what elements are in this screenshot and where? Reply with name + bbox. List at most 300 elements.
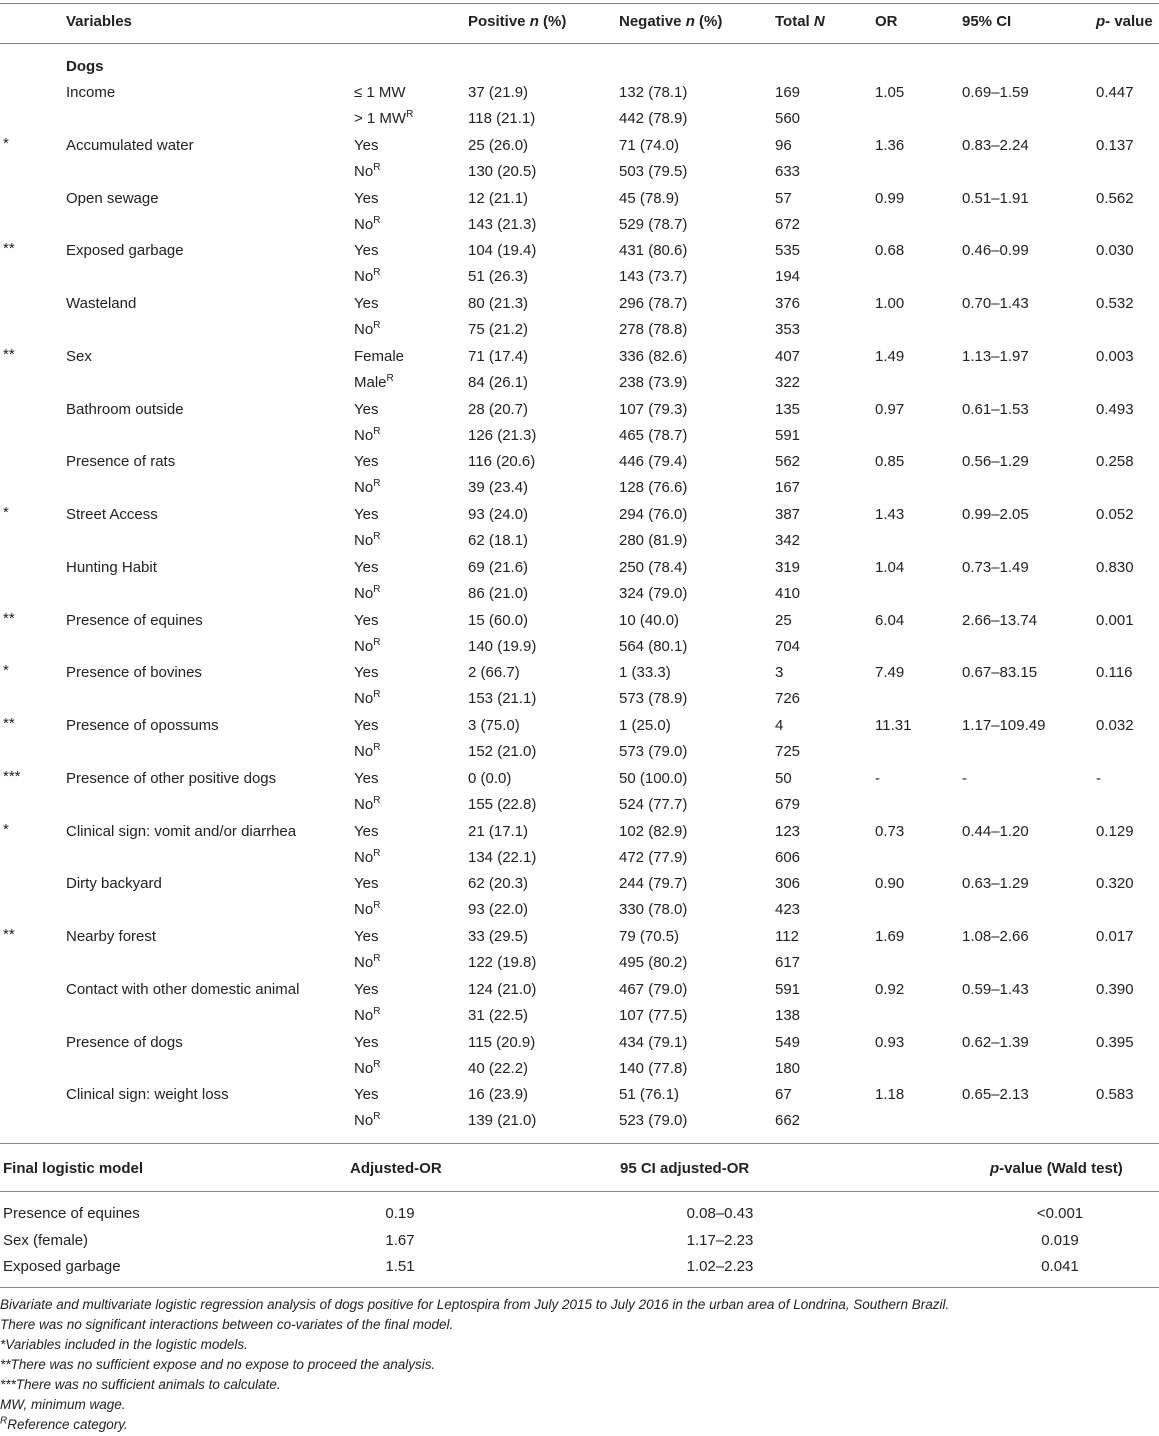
level-label: Yes bbox=[354, 136, 379, 154]
total-cell: 535 bbox=[775, 242, 801, 260]
positive-cell: 0 (0.0) bbox=[468, 769, 512, 787]
level-label: Yes bbox=[354, 558, 379, 576]
positive-cell: 122 (19.8) bbox=[468, 954, 537, 971]
positive-cell: 28 (20.7) bbox=[468, 400, 529, 418]
negative-cell: 280 (81.9) bbox=[619, 532, 688, 549]
negative-cell: 573 (79.0) bbox=[619, 743, 688, 760]
final-model-p: 0.019 bbox=[1041, 1231, 1079, 1249]
variable-name: Exposed garbage bbox=[66, 242, 184, 260]
total-cell: 96 bbox=[775, 136, 792, 154]
or-cell: 0.92 bbox=[875, 980, 905, 998]
negative-cell: 107 (77.5) bbox=[619, 1006, 688, 1024]
ci-cell: 1.13–1.97 bbox=[962, 347, 1029, 365]
p-value-cell: 0.052 bbox=[1096, 506, 1134, 523]
negative-cell: 1 (25.0) bbox=[619, 717, 671, 734]
total-cell: 306 bbox=[775, 875, 801, 893]
footnote-interactions: There was no significant interactions between co-variates of the final model. bbox=[0, 1317, 454, 1332]
negative-cell: 143 (73.7) bbox=[619, 268, 688, 286]
positive-cell: 140 (19.9) bbox=[468, 637, 537, 655]
reference-marker: R bbox=[373, 847, 381, 859]
ci-cell: 0.69–1.59 bbox=[962, 84, 1029, 101]
p-value-cell: 0.320 bbox=[1096, 875, 1134, 893]
footnote-mw: MW, minimum wage. bbox=[0, 1397, 126, 1412]
total-cell: 123 bbox=[775, 822, 801, 840]
or-cell: 11.31 bbox=[875, 717, 912, 734]
total-cell: 376 bbox=[775, 295, 801, 312]
level-label: Yes bbox=[354, 189, 379, 207]
positive-cell: 3 (75.0) bbox=[468, 717, 520, 734]
level-label: Yes bbox=[354, 664, 379, 682]
positive-cell: 69 (21.6) bbox=[468, 558, 529, 576]
reference-marker: R bbox=[373, 1058, 381, 1070]
total-cell: 591 bbox=[775, 980, 801, 998]
positive-cell: 39 (23.4) bbox=[468, 479, 529, 497]
ci-cell: 0.59–1.43 bbox=[962, 980, 1029, 998]
ci-cell: 0.65–2.13 bbox=[962, 1086, 1029, 1104]
total-cell: 726 bbox=[775, 690, 801, 708]
negative-cell: 564 (80.1) bbox=[619, 637, 688, 655]
final-model-header-p: p-value (Wald test) bbox=[990, 1160, 1123, 1177]
ci-cell: - bbox=[962, 769, 967, 787]
section-title: Dogs bbox=[66, 58, 104, 75]
variable-name: Presence of other positive dogs bbox=[66, 769, 277, 787]
row-marker: * bbox=[3, 504, 9, 521]
positive-cell: 37 (21.9) bbox=[468, 84, 529, 101]
total-cell: 353 bbox=[775, 321, 801, 338]
negative-cell: 10 (40.0) bbox=[619, 611, 680, 629]
negative-cell: 71 (74.0) bbox=[619, 136, 680, 154]
or-cell: 0.93 bbox=[875, 1033, 905, 1051]
ci-cell: 0.67–83.15 bbox=[962, 664, 1038, 682]
negative-cell: 442 (78.9) bbox=[619, 110, 688, 127]
ci-cell: 0.83–2.24 bbox=[962, 136, 1029, 154]
positive-cell: 116 (20.6) bbox=[468, 453, 536, 471]
total-cell: 180 bbox=[775, 1059, 801, 1077]
p-value-cell: 0.493 bbox=[1096, 400, 1134, 418]
positive-cell: 126 (21.3) bbox=[468, 426, 537, 444]
row-marker: * bbox=[3, 662, 9, 680]
table-top-rule bbox=[0, 3, 1159, 4]
negative-cell: 50 (100.0) bbox=[619, 769, 688, 787]
level-label: $No^R$ bbox=[354, 636, 381, 655]
final-model-aor: 1.67 bbox=[385, 1231, 415, 1249]
reference-marker: R bbox=[386, 372, 394, 384]
negative-cell: 128 (76.6) bbox=[619, 479, 688, 497]
ci-cell: 0.62–1.39 bbox=[962, 1033, 1029, 1051]
total-cell: 112 bbox=[775, 928, 799, 945]
p-value-cell: 0.830 bbox=[1096, 558, 1134, 576]
total-cell: 407 bbox=[775, 347, 801, 365]
positive-cell: 115 (20.9) bbox=[468, 1033, 536, 1051]
variable-name: Sex bbox=[66, 347, 92, 365]
level-label: Yes bbox=[354, 242, 379, 260]
ci-cell: 1.17–109.49 bbox=[962, 717, 1046, 734]
ci-cell: 0.70–1.43 bbox=[962, 295, 1029, 312]
total-cell: 549 bbox=[775, 1033, 801, 1051]
total-cell: 562 bbox=[775, 453, 801, 471]
ci-cell: 0.61–1.53 bbox=[962, 400, 1029, 418]
final-model-ci: 1.02–2.23 bbox=[686, 1258, 754, 1275]
or-cell: - bbox=[875, 769, 880, 787]
reference-marker: R bbox=[373, 1111, 381, 1123]
or-cell: 0.85 bbox=[875, 453, 905, 471]
total-cell: 704 bbox=[775, 637, 801, 655]
reference-marker: R bbox=[373, 583, 381, 595]
positive-cell: 104 (19.4) bbox=[468, 242, 537, 260]
variable-name: Nearby forest bbox=[66, 928, 157, 945]
reference-marker: R bbox=[373, 953, 381, 964]
header-ci: 95% CI bbox=[962, 13, 1012, 30]
level-label: $No^R$ bbox=[354, 531, 381, 549]
header-negative: Negative n (%) bbox=[619, 13, 723, 30]
positive-cell: 118 (21.1) bbox=[468, 110, 536, 127]
total-cell: 679 bbox=[775, 795, 801, 813]
level-label: Yes bbox=[354, 453, 379, 471]
or-cell: 1.00 bbox=[875, 295, 905, 312]
total-cell: 617 bbox=[775, 954, 801, 971]
variable-name: Hunting Habit bbox=[66, 558, 157, 576]
level-label: $No^R$ bbox=[354, 847, 381, 866]
positive-cell: 124 (21.0) bbox=[468, 980, 537, 998]
variable-name: Open sewage bbox=[66, 189, 159, 207]
positive-cell: 31 (22.5) bbox=[468, 1006, 529, 1024]
p-value-cell: 0.001 bbox=[1096, 611, 1134, 629]
level-label: $No^R$ bbox=[354, 1111, 381, 1130]
negative-cell: 495 (80.2) bbox=[619, 954, 688, 971]
level-label: $No^R$ bbox=[354, 1058, 381, 1077]
total-cell: 4 bbox=[775, 717, 784, 734]
level-label: $No^R$ bbox=[354, 953, 381, 971]
reference-marker: R bbox=[373, 689, 381, 701]
total-cell: 410 bbox=[775, 584, 801, 602]
ci-cell: 0.99–2.05 bbox=[962, 506, 1029, 523]
level-label: $No^R$ bbox=[354, 267, 381, 286]
negative-cell: 140 (77.8) bbox=[619, 1059, 688, 1077]
or-cell: 1.69 bbox=[875, 928, 905, 945]
variable-name: Bathroom outside bbox=[66, 400, 184, 418]
or-cell: 1.49 bbox=[875, 347, 905, 365]
total-cell: 672 bbox=[775, 215, 801, 233]
positive-cell: 62 (18.1) bbox=[468, 532, 529, 549]
final-model-p: <0.001 bbox=[1036, 1205, 1084, 1222]
total-cell: 560 bbox=[775, 110, 801, 127]
variable-name: Contact with other domestic animal bbox=[66, 980, 300, 998]
header-or: OR bbox=[875, 13, 898, 30]
reference-marker: R bbox=[373, 1005, 381, 1017]
p-value-cell: 0.447 bbox=[1096, 84, 1134, 101]
or-cell: 0.99 bbox=[875, 189, 905, 207]
or-cell: 6.04 bbox=[875, 611, 905, 629]
positive-cell: 15 (60.0) bbox=[468, 611, 529, 629]
positive-cell: 80 (21.3) bbox=[468, 295, 529, 312]
positive-cell: 153 (21.1) bbox=[468, 690, 537, 708]
variable-name: Wasteland bbox=[66, 295, 137, 312]
total-cell: 591 bbox=[775, 426, 801, 444]
total-cell: 167 bbox=[775, 479, 801, 497]
p-value-cell: 0.562 bbox=[1096, 189, 1134, 207]
or-cell: 1.04 bbox=[875, 558, 905, 576]
level-label: Yes bbox=[354, 506, 379, 523]
negative-cell: 330 (78.0) bbox=[619, 901, 688, 919]
negative-cell: 529 (78.7) bbox=[619, 215, 688, 233]
level-label: Female bbox=[354, 347, 405, 365]
footnote-reference: $^R$Reference category. bbox=[0, 1415, 128, 1432]
total-cell: 3 bbox=[775, 664, 784, 682]
p-value-cell: 0.017 bbox=[1096, 928, 1134, 945]
positive-cell: 155 (22.8) bbox=[468, 795, 537, 813]
level-label: Yes bbox=[354, 1086, 379, 1104]
total-cell: 194 bbox=[775, 268, 801, 286]
final-model-p: 0.041 bbox=[1041, 1258, 1079, 1275]
negative-cell: 523 (79.0) bbox=[619, 1112, 688, 1130]
p-value-cell: 0.532 bbox=[1096, 295, 1134, 312]
ci-cell: 1.08–2.66 bbox=[962, 928, 1029, 945]
positive-cell: 16 (23.9) bbox=[468, 1086, 529, 1104]
total-cell: 423 bbox=[775, 901, 801, 919]
ci-cell: 0.73–1.49 bbox=[962, 558, 1029, 576]
level-label: Yes bbox=[354, 295, 379, 312]
level-label: $No^R$ bbox=[354, 794, 381, 813]
final-model-header-aor: Adjusted-OR bbox=[350, 1160, 442, 1177]
reference-marker: R bbox=[373, 267, 381, 279]
final-model-ci: 1.17–2.23 bbox=[686, 1231, 754, 1249]
negative-cell: 278 (78.8) bbox=[619, 321, 688, 338]
positive-cell: 86 (21.0) bbox=[468, 584, 529, 602]
final-model-ci: 0.08–0.43 bbox=[686, 1205, 754, 1222]
positive-cell: 2 (66.7) bbox=[468, 664, 520, 682]
p-value-cell: 0.003 bbox=[1096, 347, 1134, 365]
p-value-cell: 0.390 bbox=[1096, 980, 1134, 998]
level-label: $No^R$ bbox=[354, 478, 381, 497]
negative-cell: 324 (79.0) bbox=[619, 584, 688, 602]
variable-name: Street Access bbox=[66, 506, 158, 523]
total-cell: 606 bbox=[775, 848, 801, 866]
header-positive: Positive n (%) bbox=[468, 13, 567, 30]
row-marker: * bbox=[3, 134, 9, 152]
negative-cell: 102 (82.9) bbox=[619, 822, 688, 840]
footnote-caption: Bivariate and multivariate logistic regression analysis of dogs positive for Leptospira from July 2015 to July 2016 in the urban area of Londrina, Southern Brazil. bbox=[0, 1297, 950, 1312]
total-cell: 25 bbox=[775, 611, 792, 629]
negative-cell: 294 (76.0) bbox=[619, 506, 688, 523]
variable-name: Presence of dogs bbox=[66, 1033, 183, 1051]
or-cell: 0.90 bbox=[875, 875, 905, 893]
row-marker: *** bbox=[3, 767, 21, 785]
reference-marker: R bbox=[373, 900, 381, 912]
row-marker: ** bbox=[3, 240, 15, 258]
total-cell: 67 bbox=[775, 1086, 792, 1104]
reference-marker: R bbox=[373, 478, 381, 490]
negative-cell: 465 (78.7) bbox=[619, 426, 688, 444]
total-cell: 50 bbox=[775, 769, 792, 787]
or-cell: 0.97 bbox=[875, 400, 905, 418]
negative-cell: 45 (78.9) bbox=[619, 189, 680, 207]
level-label: Yes bbox=[354, 400, 379, 418]
positive-cell: 71 (17.4) bbox=[468, 347, 529, 365]
level-label: $No^R$ bbox=[354, 214, 381, 233]
negative-cell: 503 (79.5) bbox=[619, 162, 688, 180]
or-cell: 0.73 bbox=[875, 822, 905, 840]
positive-cell: 21 (17.1) bbox=[468, 822, 529, 840]
header-variables: Variables bbox=[66, 13, 132, 30]
total-cell: 138 bbox=[775, 1006, 801, 1024]
or-cell: 1.43 bbox=[875, 506, 905, 523]
row-marker: ** bbox=[3, 609, 15, 627]
ci-cell: 0.56–1.29 bbox=[962, 453, 1029, 471]
p-value-cell: 0.258 bbox=[1096, 453, 1134, 471]
variable-name: Clinical sign: weight loss bbox=[66, 1086, 229, 1104]
level-label: > 1 $MW^R$ bbox=[354, 109, 414, 127]
total-cell: 319 bbox=[775, 558, 801, 576]
row-marker: ** bbox=[3, 715, 15, 732]
level-label: Yes bbox=[354, 1033, 379, 1051]
variable-name: Income bbox=[66, 84, 116, 101]
negative-cell: 79 (70.5) bbox=[619, 928, 680, 945]
reference-marker: R bbox=[373, 636, 381, 648]
positive-cell: 62 (20.3) bbox=[468, 875, 529, 893]
footnote-triple-asterisk: ***There was no sufficient animals to calculate. bbox=[0, 1377, 281, 1392]
row-marker: * bbox=[3, 820, 9, 838]
footnote-double-asterisk: **There was no sufficient expose and no expose to proceed the analysis. bbox=[0, 1357, 436, 1372]
positive-cell: 152 (21.0) bbox=[468, 743, 537, 760]
level-label: Yes bbox=[354, 717, 379, 734]
ci-cell: 0.51–1.91 bbox=[962, 189, 1029, 207]
variable-name: Presence of equines bbox=[66, 611, 203, 629]
negative-cell: 446 (79.4) bbox=[619, 453, 688, 471]
negative-cell: 336 (82.6) bbox=[619, 347, 688, 365]
p-value-cell: 0.032 bbox=[1096, 717, 1134, 734]
positive-cell: 25 (26.0) bbox=[468, 136, 529, 154]
reference-marker: R bbox=[373, 320, 381, 331]
negative-cell: 1 (33.3) bbox=[619, 664, 671, 682]
level-label: $No^R$ bbox=[354, 689, 381, 708]
table-bottom-rule bbox=[0, 1287, 1159, 1288]
level-label: Yes bbox=[354, 980, 379, 998]
table-middle-rule bbox=[0, 1143, 1159, 1144]
level-label: $No^R$ bbox=[354, 320, 381, 338]
positive-cell: 130 (20.5) bbox=[468, 162, 537, 180]
final-model-header-rule bbox=[0, 1191, 1159, 1192]
variable-name: Dirty backyard bbox=[66, 875, 162, 893]
reference-marker: R bbox=[373, 794, 381, 806]
total-cell: 135 bbox=[775, 400, 801, 418]
total-cell: 322 bbox=[775, 373, 801, 391]
positive-cell: 84 (26.1) bbox=[468, 373, 529, 391]
final-model-aor: 0.19 bbox=[385, 1205, 415, 1222]
level-label: Yes bbox=[354, 611, 379, 629]
p-value-cell: 0.137 bbox=[1096, 136, 1134, 154]
negative-cell: 431 (80.6) bbox=[619, 242, 688, 260]
variable-name: Presence of bovines bbox=[66, 664, 202, 682]
variable-name: Accumulated water bbox=[66, 136, 194, 154]
positive-cell: 93 (22.0) bbox=[468, 901, 529, 919]
total-cell: 169 bbox=[775, 84, 801, 101]
row-marker: ** bbox=[3, 345, 15, 363]
header-p-value: p- value bbox=[1096, 13, 1153, 30]
negative-cell: 238 (73.9) bbox=[619, 373, 688, 391]
variable-name: Presence of rats bbox=[66, 453, 176, 471]
positive-cell: 40 (22.2) bbox=[468, 1059, 529, 1077]
positive-cell: 12 (21.1) bbox=[468, 189, 529, 207]
positive-cell: 51 (26.3) bbox=[468, 268, 529, 286]
level-label: $No^R$ bbox=[354, 900, 381, 919]
variable-name: Presence of opossums bbox=[66, 717, 219, 734]
negative-cell: 472 (77.9) bbox=[619, 848, 688, 866]
negative-cell: 250 (78.4) bbox=[619, 558, 688, 576]
p-value-cell: 0.583 bbox=[1096, 1086, 1134, 1104]
ci-cell: 2.66–13.74 bbox=[962, 611, 1038, 629]
level-label: Yes bbox=[354, 928, 379, 945]
positive-cell: 93 (24.0) bbox=[468, 506, 529, 523]
level-label: ≤ 1 MW bbox=[354, 84, 406, 101]
final-model-variable: Sex (female) bbox=[3, 1231, 89, 1249]
p-value-cell: 0.030 bbox=[1096, 242, 1134, 260]
p-value-cell: - bbox=[1096, 769, 1101, 787]
p-value-cell: 0.116 bbox=[1096, 664, 1133, 682]
final-model-variable: Presence of equines bbox=[3, 1205, 140, 1222]
final-model-variable: Exposed garbage bbox=[3, 1258, 121, 1275]
variable-name: Clinical sign: vomit and/or diarrhea bbox=[66, 822, 297, 840]
level-label: $No^R$ bbox=[354, 161, 381, 180]
ci-cell: 0.46–0.99 bbox=[962, 242, 1029, 260]
or-cell: 0.68 bbox=[875, 242, 905, 260]
footnote-single-asterisk: *Variables included in the logistic models. bbox=[0, 1337, 248, 1352]
final-model-title: Final logistic model bbox=[3, 1160, 144, 1177]
header-rule bbox=[0, 43, 1159, 44]
final-model-aor: 1.51 bbox=[385, 1258, 415, 1275]
negative-cell: 244 (79.7) bbox=[619, 875, 688, 893]
level-label: Male$^R$ bbox=[354, 372, 394, 391]
total-cell: 725 bbox=[775, 743, 801, 760]
p-value-cell: 0.395 bbox=[1096, 1033, 1134, 1051]
reference-marker: R bbox=[373, 161, 381, 173]
total-cell: 342 bbox=[775, 532, 801, 549]
or-cell: 1.05 bbox=[875, 84, 905, 101]
negative-cell: 107 (79.3) bbox=[619, 400, 688, 418]
positive-cell: 139 (21.0) bbox=[468, 1112, 537, 1130]
negative-cell: 132 (78.1) bbox=[619, 84, 688, 101]
level-label: $No^R$ bbox=[354, 742, 381, 760]
positive-cell: 33 (29.5) bbox=[468, 928, 529, 945]
level-label: $No^R$ bbox=[354, 425, 381, 444]
level-label: $No^R$ bbox=[354, 1005, 381, 1024]
or-cell: 1.18 bbox=[875, 1086, 905, 1104]
final-model-header-ci: 95 CI adjusted-OR bbox=[620, 1160, 750, 1177]
total-cell: 662 bbox=[775, 1112, 801, 1130]
level-label: Yes bbox=[354, 822, 379, 840]
total-cell: 57 bbox=[775, 189, 792, 207]
p-value-cell: 0.129 bbox=[1096, 822, 1134, 840]
level-label: Yes bbox=[354, 875, 379, 893]
positive-cell: 143 (21.3) bbox=[468, 215, 537, 233]
positive-cell: 134 (22.1) bbox=[468, 848, 537, 866]
level-label: $No^R$ bbox=[354, 583, 381, 602]
header-total: Total N bbox=[775, 13, 825, 30]
or-cell: 7.49 bbox=[875, 664, 905, 682]
reference-marker: R bbox=[406, 109, 414, 120]
reference-marker: R bbox=[373, 425, 381, 437]
reference-marker: R bbox=[373, 742, 381, 753]
reference-marker: R bbox=[373, 531, 381, 542]
ci-cell: 0.44–1.20 bbox=[962, 822, 1029, 840]
negative-cell: 467 (79.0) bbox=[619, 980, 688, 998]
negative-cell: 51 (76.1) bbox=[619, 1086, 680, 1104]
row-marker: ** bbox=[3, 926, 15, 943]
ci-cell: 0.63–1.29 bbox=[962, 875, 1029, 893]
or-cell: 1.36 bbox=[875, 136, 905, 154]
negative-cell: 573 (78.9) bbox=[619, 690, 688, 708]
total-cell: 387 bbox=[775, 506, 801, 523]
positive-cell: 75 (21.2) bbox=[468, 321, 529, 338]
